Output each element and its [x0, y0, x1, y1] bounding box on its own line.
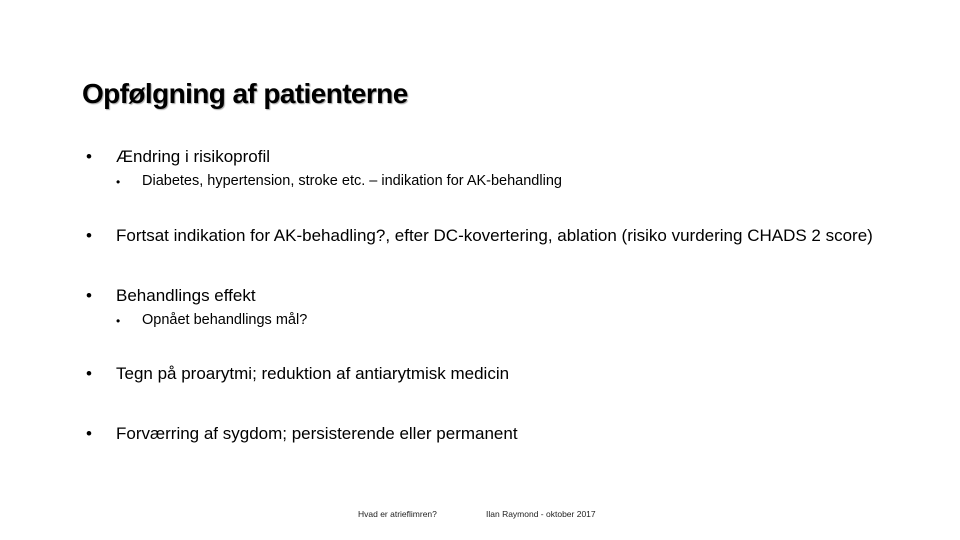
bullet-text: Fortsat indikation for AK-behadling?, efter DC-kovertering, ablation (risiko vurdering CHADS 2 score): [116, 226, 873, 245]
slide-title: Opfølgning af patienterne: [82, 78, 408, 109]
sub-bullet-text: Diabetes, hypertension, stroke etc. – indikation for AK-behandling: [142, 173, 562, 189]
bullet-icon: •: [86, 226, 92, 245]
footer-author-date: Ilan Raymond - oktober 2017: [486, 509, 596, 519]
bullet-text: Ændring i risikoprofil: [116, 147, 270, 166]
bullet-icon: •: [86, 364, 92, 383]
bullet-text: Behandlings effekt: [116, 286, 256, 305]
bullet-icon: •: [116, 175, 121, 189]
bullet-icon: •: [86, 424, 92, 443]
footer-topic: Hvad er atrieflimren?: [358, 509, 437, 519]
bullet-icon: •: [86, 286, 92, 305]
bullet-icon: •: [116, 314, 121, 328]
bullet-text: Tegn på proarytmi; reduktion af antiarytmisk medicin: [116, 364, 510, 383]
bullet-text: Forværring af sygdom; persisterende eller permanent: [116, 424, 518, 443]
sub-bullet-text: Opnået behandlings mål?: [142, 312, 308, 328]
bullet-icon: •: [86, 147, 92, 166]
